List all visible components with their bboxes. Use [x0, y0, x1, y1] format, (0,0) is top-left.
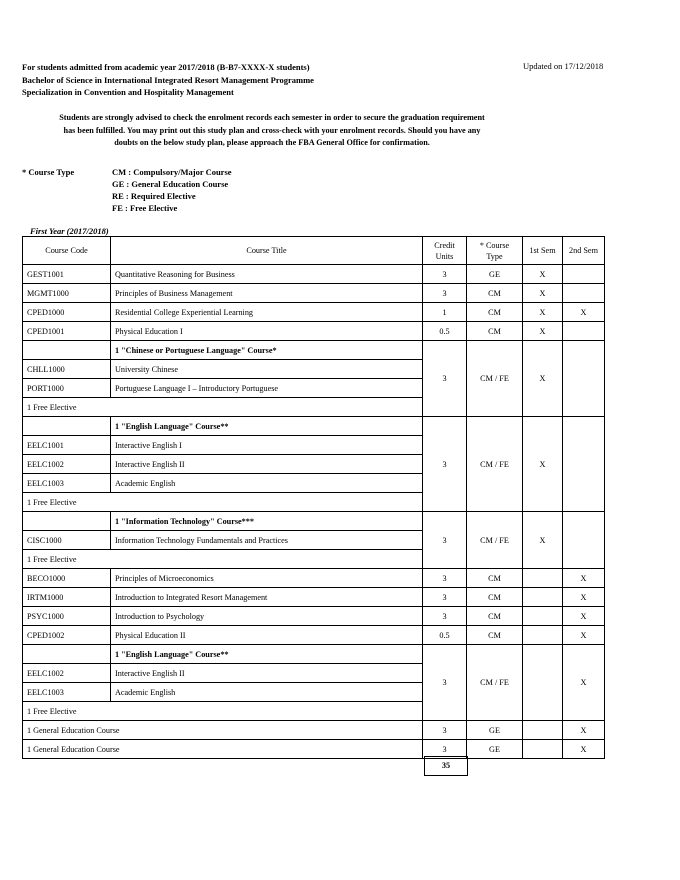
course-title: Physical Education II: [111, 626, 423, 645]
course-code: CPED1001: [23, 322, 111, 341]
course-type: CM: [467, 588, 523, 607]
sem1-mark: [523, 645, 563, 721]
course-type: CM / FE: [467, 645, 523, 721]
legend-item: RE : Required Elective: [112, 191, 196, 201]
credit-units: 3: [423, 341, 467, 417]
course-title: Academic English: [111, 683, 423, 702]
credit-units: 3: [423, 569, 467, 588]
credit-units: 1: [423, 303, 467, 322]
legend-item: CM : Compulsory/Major Course: [112, 167, 232, 177]
course-title: Interactive English II: [111, 455, 423, 474]
table-row: [23, 265, 605, 284]
course-type: CM / FE: [467, 417, 523, 512]
course-title: Physical Education I: [111, 322, 423, 341]
credit-units: 3: [423, 740, 467, 759]
col-credit-units: Credit Units: [423, 237, 467, 265]
notice-text: [22, 112, 522, 150]
sem2-mark: [563, 417, 605, 512]
notice-line-2: has been fulfilled. You may print out this study plan and cross-check with your enrolment records. Should you have any: [63, 125, 481, 135]
free-elective: 1 Free Elective: [23, 702, 423, 721]
course-type: GE: [467, 721, 523, 740]
sem1-mark: X: [523, 303, 563, 322]
table-row: [23, 322, 605, 341]
course-title: Portuguese Language I – Introductory Portuguese: [111, 379, 423, 398]
course-code: PORT1000: [23, 379, 111, 398]
course-title: University Chinese: [111, 360, 423, 379]
sem1-mark: [523, 588, 563, 607]
course-code: IRTM1000: [23, 588, 111, 607]
sem2-mark: X: [563, 626, 605, 645]
course-type: GE: [467, 740, 523, 759]
program-header: [22, 61, 314, 99]
course-title: Quantitative Reasoning for Business: [111, 265, 423, 284]
col-course-title: Course Title: [111, 237, 423, 265]
table-row: [23, 626, 605, 645]
course-title: Principles of Microeconomics: [111, 569, 423, 588]
table-row: [23, 284, 605, 303]
credit-units: 3: [423, 512, 467, 569]
free-elective: 1 Free Elective: [23, 493, 423, 512]
sem2-mark: X: [563, 645, 605, 721]
credit-units: 3: [423, 607, 467, 626]
free-elective: 1 Free Elective: [23, 398, 423, 417]
course-type: CM / FE: [467, 512, 523, 569]
sem2-mark: X: [563, 303, 605, 322]
course-code: CISC1000: [23, 531, 111, 550]
credit-units: 3: [423, 645, 467, 721]
sem1-mark: X: [523, 322, 563, 341]
legend-item: FE : Free Elective: [112, 203, 178, 213]
study-plan-table: [22, 236, 605, 759]
sem1-mark: X: [523, 512, 563, 569]
sem2-mark: [563, 284, 605, 303]
sem1-mark: [523, 607, 563, 626]
sem2-mark: X: [563, 740, 605, 759]
course-type: CM / FE: [467, 341, 523, 417]
group-heading: 1 "English Language" Course**: [111, 417, 423, 436]
legend-label: * Course Type: [22, 167, 75, 177]
col-course-code: Course Code: [23, 237, 111, 265]
col-2nd-sem: 2nd Sem: [563, 237, 605, 265]
col-course-type: * Course Type: [467, 237, 523, 265]
course-title: Information Technology Fundamentals and Practices: [111, 531, 423, 550]
sem1-mark: [523, 569, 563, 588]
course-code: CHLL1000: [23, 360, 111, 379]
sem2-mark: [563, 512, 605, 569]
table-row: [23, 341, 605, 360]
credit-units: 0.5: [423, 626, 467, 645]
year-label: First Year (2017/2018): [30, 226, 109, 236]
course-code: EELC1002: [23, 664, 111, 683]
table-row: [23, 303, 605, 322]
course-type-legend: [22, 166, 322, 216]
table-row: [23, 740, 605, 759]
course-title: Residential College Experiential Learning: [111, 303, 423, 322]
course-type: CM: [467, 322, 523, 341]
sem1-mark: [523, 740, 563, 759]
sem1-mark: X: [523, 417, 563, 512]
group-heading: 1 "Information Technology" Course***: [111, 512, 423, 531]
course-code: EELC1003: [23, 474, 111, 493]
sem1-mark: X: [523, 265, 563, 284]
course-type: CM: [467, 284, 523, 303]
credit-units: 3: [423, 721, 467, 740]
course-code: EELC1001: [23, 436, 111, 455]
free-elective: 1 Free Elective: [23, 550, 423, 569]
course-type: CM: [467, 303, 523, 322]
sem2-mark: [563, 265, 605, 284]
credit-units: 3: [423, 588, 467, 607]
group-heading: 1 "English Language" Course**: [111, 645, 423, 664]
table-row: [23, 417, 605, 436]
admission-line: For students admitted from academic year 2017/2018 (B-B7-XXXX-X students): [22, 62, 310, 72]
course-code: PSYC1000: [23, 607, 111, 626]
course-title: 1 General Education Course: [23, 740, 423, 759]
course-code: EELC1002: [23, 455, 111, 474]
table-row: [23, 569, 605, 588]
sem1-mark: X: [523, 341, 563, 417]
course-type: CM: [467, 569, 523, 588]
course-type: GE: [467, 265, 523, 284]
sem1-mark: [523, 721, 563, 740]
table-row: [23, 588, 605, 607]
course-title: Academic English: [111, 474, 423, 493]
course-title: 1 General Education Course: [23, 721, 423, 740]
course-title: Introduction to Psychology: [111, 607, 423, 626]
course-code: CPED1000: [23, 303, 111, 322]
table-row: [23, 512, 605, 531]
sem2-mark: X: [563, 721, 605, 740]
col-1st-sem: 1st Sem: [523, 237, 563, 265]
programme-line: Bachelor of Science in International Integrated Resort Management Programme: [22, 74, 314, 85]
course-code: CPED1002: [23, 626, 111, 645]
credit-units: 0.5: [423, 322, 467, 341]
updated-date: Updated on 17/12/2018: [523, 61, 604, 71]
specialization-line: Specialization in Convention and Hospitality Management: [22, 87, 234, 97]
course-type: CM: [467, 626, 523, 645]
sem2-mark: X: [563, 569, 605, 588]
credit-units: 3: [423, 417, 467, 512]
table-row: [23, 607, 605, 626]
course-code: BECO1000: [23, 569, 111, 588]
credit-units: 3: [423, 284, 467, 303]
sem2-mark: X: [563, 607, 605, 626]
course-type: CM: [467, 607, 523, 626]
sem1-mark: [523, 626, 563, 645]
course-code: GEST1001: [23, 265, 111, 284]
course-title: Principles of Business Management: [111, 284, 423, 303]
total-credits: 35: [424, 756, 468, 776]
course-code: MGMT1000: [23, 284, 111, 303]
course-title: Interactive English I: [111, 436, 423, 455]
sem2-mark: X: [563, 588, 605, 607]
table-row: [23, 721, 605, 740]
notice-line-3: doubts on the below study plan, please approach the FBA General Office for confirmation.: [114, 138, 430, 147]
course-code: EELC1003: [23, 683, 111, 702]
legend-item: GE : General Education Course: [112, 179, 229, 189]
sem1-mark: X: [523, 284, 563, 303]
sem2-mark: [563, 341, 605, 417]
course-title: Introduction to Integrated Resort Management: [111, 588, 423, 607]
course-title: Interactive English II: [111, 664, 423, 683]
table-row: [23, 645, 605, 664]
credit-units: 3: [423, 265, 467, 284]
group-heading: 1 "Chinese or Portuguese Language" Course*: [111, 341, 423, 360]
sem2-mark: [563, 322, 605, 341]
table-header-row: [23, 237, 605, 265]
notice-line-1: Students are strongly advised to check the enrolment records each semester in order to secure the graduation requirement: [59, 113, 485, 122]
